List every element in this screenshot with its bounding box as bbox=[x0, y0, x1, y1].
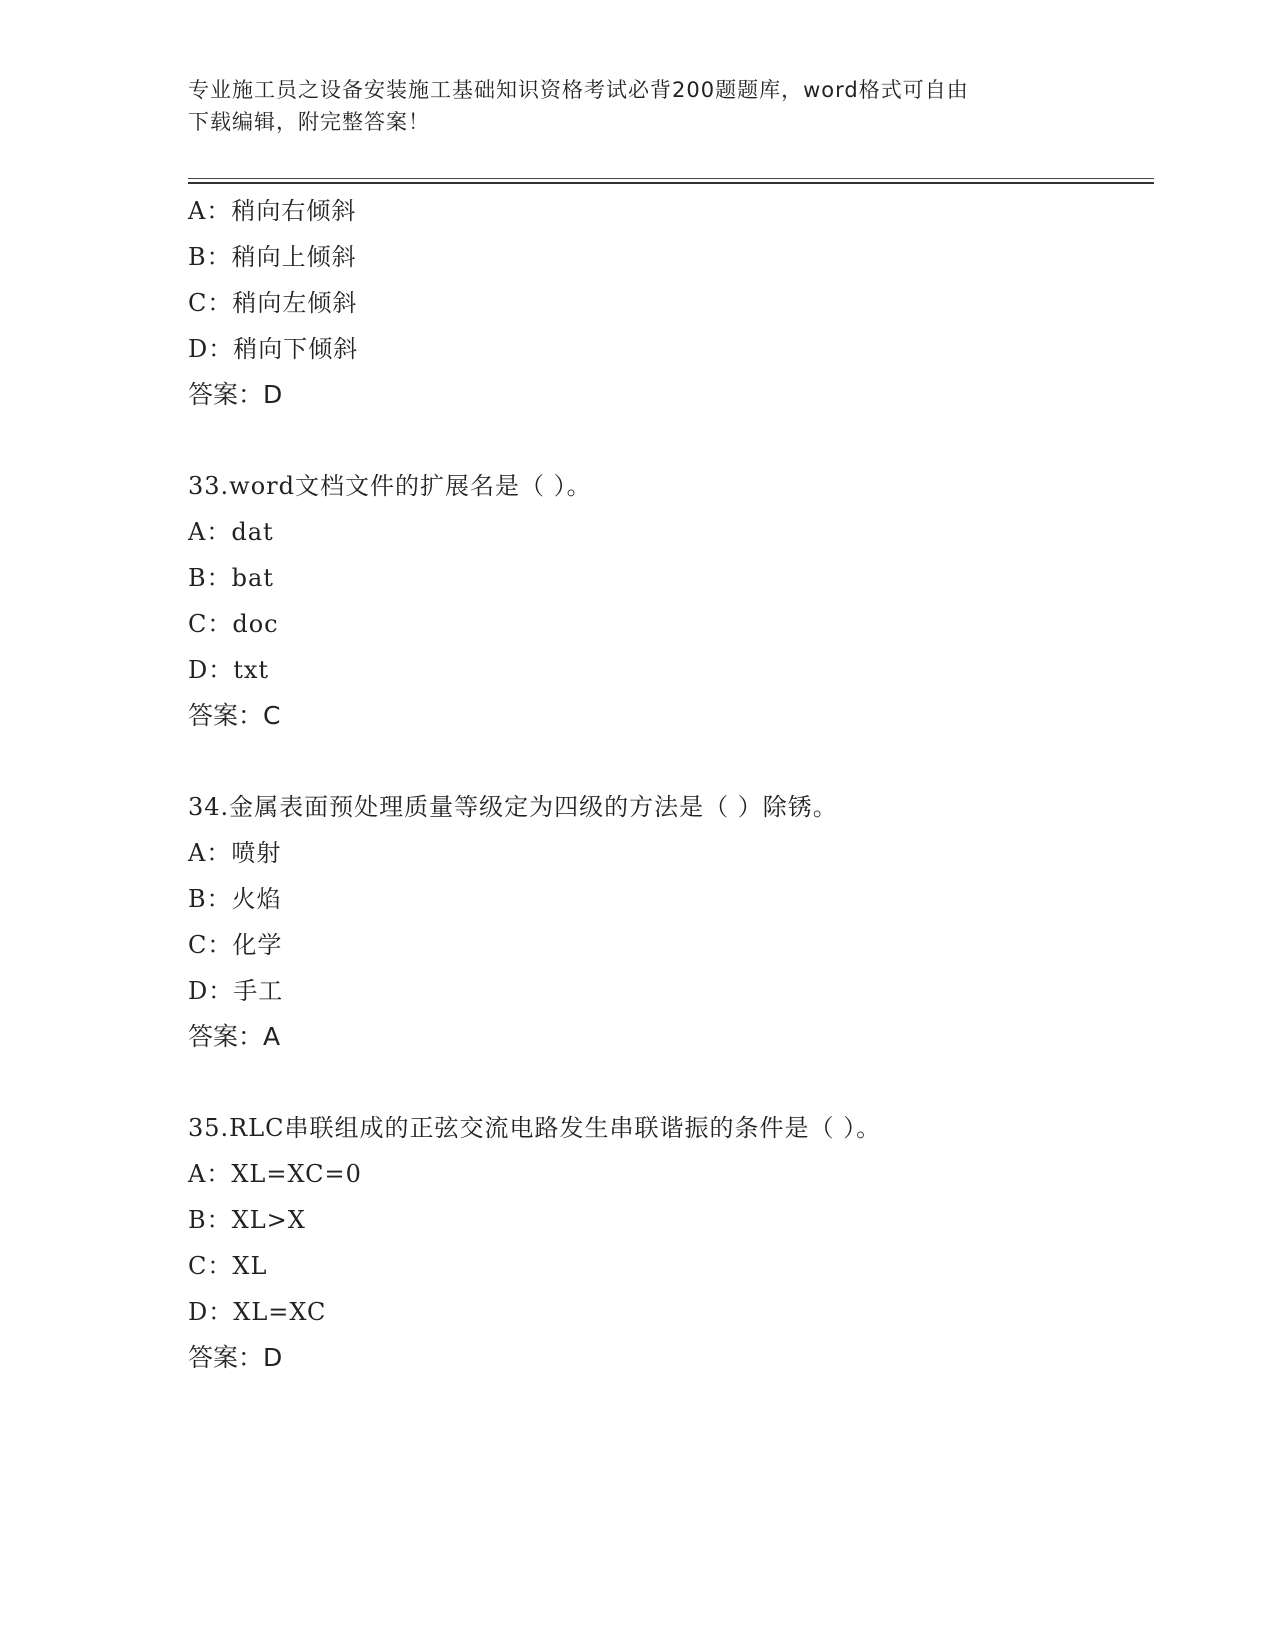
question-text: 35.RLC串联组成的正弦交流电路发生串联谐振的条件是（ ）。 bbox=[188, 1114, 882, 1142]
header-line-1: 专业施工员之设备安装施工基础知识资格考试必背200题题库，word格式可自由 bbox=[188, 78, 969, 102]
option-d: D：手工 bbox=[188, 977, 284, 1005]
option-c: C：doc bbox=[188, 610, 279, 638]
question-block-33 bbox=[188, 463, 1168, 739]
option-c: C：化学 bbox=[188, 931, 283, 959]
question-block-34 bbox=[188, 784, 1168, 1060]
option-d: D：txt bbox=[188, 656, 270, 684]
option-b: B：bat bbox=[188, 564, 274, 592]
option-b: B：稍向上倾斜 bbox=[188, 243, 357, 271]
option-c: C：稍向左倾斜 bbox=[188, 289, 358, 317]
option-c: C：XL bbox=[188, 1252, 268, 1280]
spacer bbox=[188, 418, 1168, 463]
option-b: B：XL>X bbox=[188, 1206, 306, 1234]
spacer bbox=[188, 739, 1168, 784]
question-block-32 bbox=[188, 188, 1168, 418]
option-d: D：XL=XC bbox=[188, 1298, 327, 1326]
option-b: B：火焰 bbox=[188, 885, 282, 913]
question-text: 34.金属表面预处理质量等级定为四级的方法是（ ）除锈。 bbox=[188, 793, 838, 821]
header-divider-thick bbox=[188, 182, 1154, 184]
document-header bbox=[188, 74, 1088, 138]
option-a: A：dat bbox=[188, 518, 274, 546]
question-text: 33.word文档文件的扩展名是（ ）。 bbox=[188, 472, 592, 500]
answer-line: 答案：D bbox=[188, 380, 283, 409]
header-divider-thin bbox=[188, 178, 1154, 179]
answer-line: 答案：C bbox=[188, 701, 281, 730]
answer-line: 答案：A bbox=[188, 1022, 281, 1051]
question-list bbox=[188, 188, 1168, 1381]
option-d: D：稍向下倾斜 bbox=[188, 335, 359, 363]
answer-line: 答案：D bbox=[188, 1343, 283, 1372]
option-a: A：喷射 bbox=[188, 839, 282, 867]
spacer bbox=[188, 1060, 1168, 1105]
option-a: A：XL=XC=0 bbox=[188, 1160, 362, 1188]
option-a: A：稍向右倾斜 bbox=[188, 197, 357, 225]
header-line-2: 下载编辑，附完整答案！ bbox=[188, 110, 430, 134]
question-block-35 bbox=[188, 1105, 1168, 1381]
